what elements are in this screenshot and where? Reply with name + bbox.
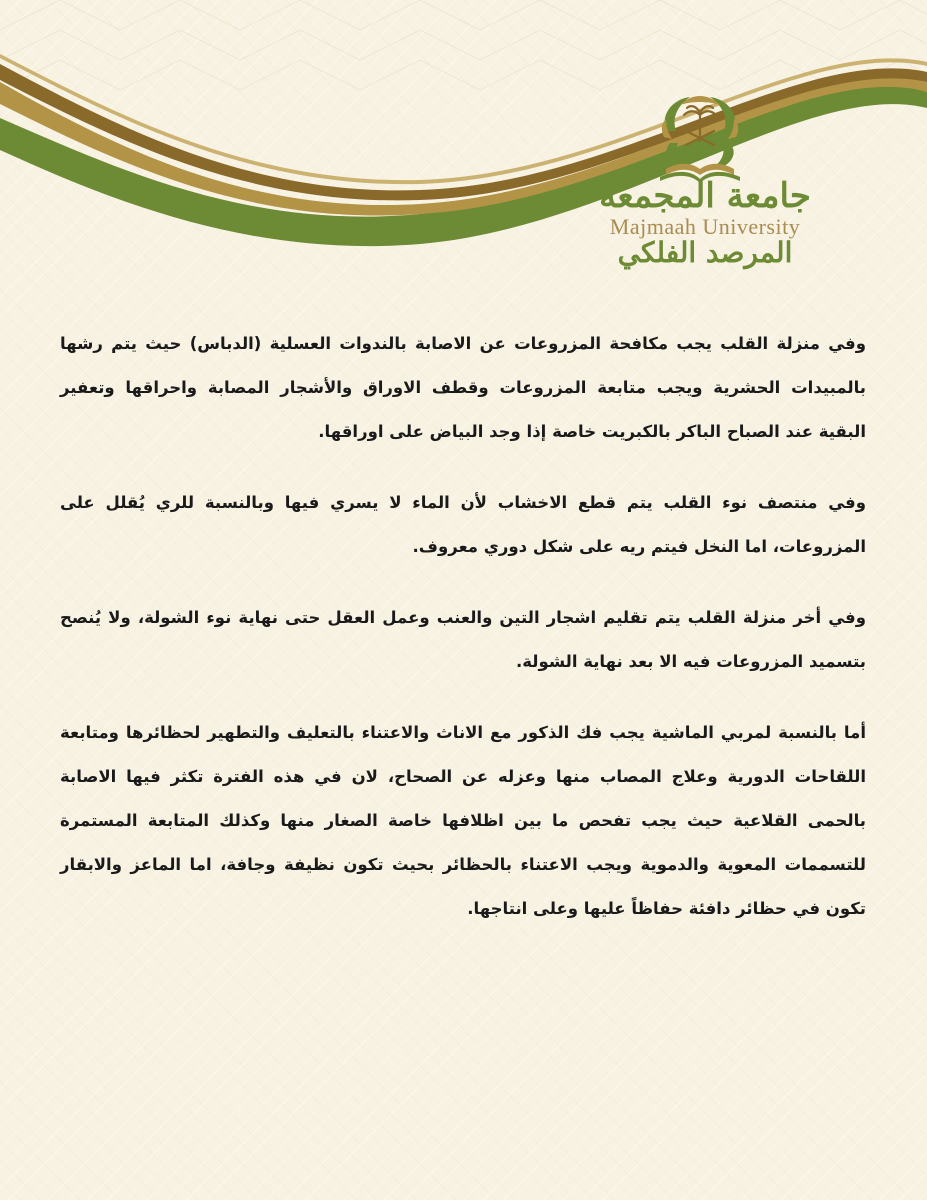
geometric-pattern-decoration: [0, 0, 927, 90]
document-body: [60, 322, 866, 958]
paragraph-heart-mansion: وفي منزلة القلب يجب مكافحة المزروعات عن الاصابة بالندوات العسلية (الدباس) حيث يتم رشها بالمبيدات الحشرية ويجب متابعة المزروعات وقطف الاوراق والأشجار المصابة واحراقها وتعفير البقية عند الصباح الباكر بالكبريت خاصة إذا وجد البياض على اوراقها.: [60, 334, 866, 441]
palm-swords-book-emblem-icon: [650, 95, 750, 185]
observatory-name-arabic: المرصد الفلكي: [617, 236, 793, 269]
university-name-english: Majmaah University: [609, 214, 801, 239]
paragraph-livestock: أما بالنسبة لمربي الماشية يجب فك الذكور مع الاناث والاعتناء بالتعليف والتطهير لحظائرها ومتابعة اللقاحات الدورية وعلاج المصاب منها وعزله عن الصحاح، لان في هذه الفترة تكثر فيها الاصابة بالحمى القلاعية حيث يجب تفحص ما بين اظلافها خاصة الصغار منها وكذلك المتابعة المستمرة للتسممات المعوية والدموية ويجب الاعتناء بالحظائر بحيث تكون نظيفة وجافة، اما الماعز والابقار تكون في حظائر دافئة حفاظاً عليها وعلى انتاجها.: [60, 723, 866, 918]
university-logo: [590, 95, 820, 270]
paragraph-end-heart: وفي أخر منزلة القلب يتم تقليم اشجار التين والعنب وعمل العقل حتى نهاية نوء الشولة، ولا يُنصح بتسميد المزروعات فيه الا بعد نهاية الشولة.: [60, 608, 866, 671]
paragraph-mid-heart: وفي منتصف نوء القلب يتم قطع الاخشاب لأن الماء لا يسري فيها وبالنسبة للري يُقلل على المزروعات، اما النخل فيتم ريه على شكل دوري معروف.: [60, 493, 866, 556]
university-name-arabic: جامعة المجمعة: [599, 176, 811, 216]
